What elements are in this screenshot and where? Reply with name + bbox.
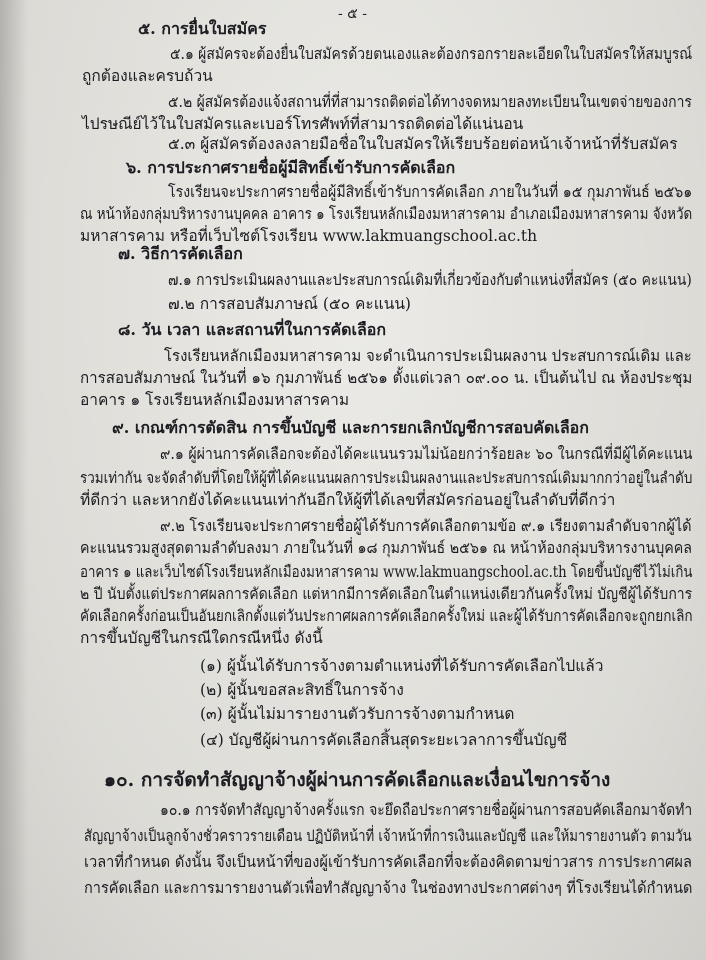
paragraph-line: เวลาที่กำหนด ดังนั้น จึงเป็นหน้าที่ของผู้เข้ารับการคัดเลือกที่จะต้องคิดตามข่าวสาร การประกาศผล (84, 853, 692, 871)
paragraph-line: ๕.๑ ผู้สมัครจะต้องยื่นใบสมัครด้วยตนเองและต้องกรอกรายละเอียดในใบสมัครให้สมบูรณ์ (170, 45, 693, 63)
paragraph-line: ถูกต้องและครบถ้วน (82, 67, 213, 85)
paragraph-line: คัดเลือกครั้งก่อนเป็นอันยกเลิกตั้งแต่วันประกาศผลการคัดเลือกครั้งใหม่ และผู้ได้รับการคัดเลือกจะถูกยกเลิก (80, 607, 693, 625)
paragraph-line: ๑๐.๑ การจัดทำสัญญาจ้างครั้งแรก จะยึดถือประกาศรายชื่อผู้ผ่านการสอบคัดเลือกมาจัดทำ (160, 801, 693, 819)
paragraph-line: คะแนนรวมสูงสุดตามลำดับลงมา ภายในวันที่ ๑๘ กุมภาพันธ์ ๒๕๖๑ ณ หน้าห้องกลุ่มบริหารงานบุคคล (80, 539, 693, 557)
section-8-heading: ๘. วัน เวลา และสถานที่ในการคัดเลือก (118, 320, 387, 339)
section-10-heading: ๑๐. การจัดทำสัญญาจ้างผู้ผ่านการคัดเลือกและเงื่อนไขการจ้าง (104, 769, 611, 791)
paragraph-line: ไปรษณีย์ไว้ในใบสมัครและเบอร์โทรศัพท์ที่สามารถติดต่อได้แน่นอน (82, 115, 524, 133)
section-6-heading: ๖. การประกาศรายชื่อผู้มีสิทธิ์เข้ารับการคัดเลือก (126, 158, 456, 177)
paragraph-line: การสอบสัมภาษณ์ ในวันที่ ๑๖ กุมภาพันธ์ ๒๕๖๑ ตั้งแต่เวลา ๐๙.๐๐ น. เป็นต้นไป ณ ห้องประชุม (80, 369, 693, 387)
section-9-heading: ๙. เกณฑ์การตัดสิน การขึ้นบัญชี และการยกเลิกบัญชีการสอบคัดเลือก (112, 418, 589, 437)
list-item: (๔) บัญชีผู้ผ่านการคัดเลือกสิ้นสุดระยะเวลาการขึ้นบัญชี (200, 731, 568, 749)
paragraph-line: ๕.๓ ผู้สมัครต้องลงลายมือชื่อในใบสมัครให้เรียบร้อยต่อหน้าเจ้าหน้าที่รับสมัคร (168, 135, 678, 153)
paragraph-line: อาคาร ๑ และเว็บไซต์โรงเรียนหลักเมืองมหาสารคาม www.lakmuangschool.ac.th โดยขึ้นบัญชีไว้ไม่เกิน (80, 563, 693, 581)
paragraph-line: ๗.๑ การประเมินผลงานและประสบการณ์เดิมที่เกี่ยวข้องกับตำแหน่งที่สมัคร (๕๐ คะแนน) (168, 271, 692, 289)
paragraph-line: ๕.๒ ผู้สมัครต้องแจ้งสถานที่ที่สามารถติดต่อได้ทางจดหมายลงทะเบียนในเขตจ่ายของการ (168, 93, 692, 111)
section-5-heading: ๕. การยื่นใบสมัคร (138, 19, 267, 38)
paragraph-line: ๙.๑ ผู้ผ่านการคัดเลือกจะต้องได้คะแนนรวมไม่น้อยกว่าร้อยละ ๖๐ ในกรณีที่มีผู้ได้คะแนน (160, 445, 693, 463)
paragraph-line: มหาสารคาม หรือที่เว็บไซต์โรงเรียน www.lakmuangschool.ac.th (80, 227, 538, 245)
paragraph-line: การคัดเลือก และการมารายงานตัวเพื่อทำสัญญาจ้าง ในช่องทางประกาศต่างๆ ที่โรงเรียนได้กำหนด (84, 879, 693, 897)
paragraph-line: การขึ้นบัญชีในกรณีใดกรณีหนึ่ง ดังนี้ (80, 629, 323, 647)
page-number: - ๕ - (338, 6, 367, 22)
paragraph-line: อาคาร ๑ โรงเรียนหลักเมืองมหาสารคาม (80, 391, 350, 409)
paragraph-line: รวมเท่ากัน จะจัดลำดับที่โดยให้ผู้ที่ได้คะแนนผลการประเมินผลงานและประสบการณ์เดิมมากกว่าอยู่ในลำดับ (80, 469, 693, 487)
paragraph-line: โรงเรียนหลักเมืองมหาสารคาม จะดำเนินการประเมินผลงาน ประสบการณ์เดิม และ (164, 347, 692, 365)
page-shadow (0, 0, 28, 960)
paragraph-line: ณ หน้าห้องกลุ่มบริหารงานบุคคล อาคาร ๑ โรงเรียนหลักเมืองมหาสารคาม อำเภอเมืองมหาสารคาม จังหวัด (80, 205, 693, 223)
list-item: (๑) ผู้นั้นได้รับการจ้างตามตำแหน่งที่ได้รับการคัดเลือกไปแล้ว (200, 657, 604, 675)
list-item: (๒) ผู้นั้นขอสละสิทธิ์ในการจ้าง (200, 681, 404, 699)
paragraph-line: สัญญาจ้างเป็นลูกจ้างชั่วคราวรายเดือน ปฏิบัติหน้าที่ เจ้าหน้าที่การเงินและบัญชี และให้มารายงานตัว ตามวัน (84, 827, 692, 845)
section-7-heading: ๗. วิธีการคัดเลือก (118, 244, 243, 263)
list-item: (๓) ผู้นั้นไม่มารายงานตัวรับการจ้างตามกำหนด (200, 705, 515, 723)
paragraph-line: โรงเรียนจะประกาศรายชื่อผู้มีสิทธิ์เข้ารับการคัดเลือก ภายในวันที่ ๑๕ กุมภาพันธ์ ๒๕๖๑ (168, 183, 693, 201)
paragraph-line: ๗.๒ การสอบสัมภาษณ์ (๕๐ คะแนน) (168, 295, 411, 313)
paragraph-line: ๙.๒ โรงเรียนจะประกาศรายชื่อผู้ได้รับการคัดเลือกตามข้อ ๙.๑ เรียงตามลำดับจากผู้ได้ (160, 517, 692, 535)
paragraph-line: ๒ ปี นับตั้งแต่ประกาศผลการคัดเลือก แต่หากมีการคัดเลือกในตำแหน่งเดียวกันครั้งใหม่ บัญชีผู้ได้รับการ (80, 585, 693, 603)
paragraph-line: ที่ดีกว่า และหากยังได้คะแนนเท่ากันอีกให้ผู้ที่ได้เลขที่สมัครก่อนอยู่ในลำดับที่ดีกว่า (80, 491, 616, 509)
